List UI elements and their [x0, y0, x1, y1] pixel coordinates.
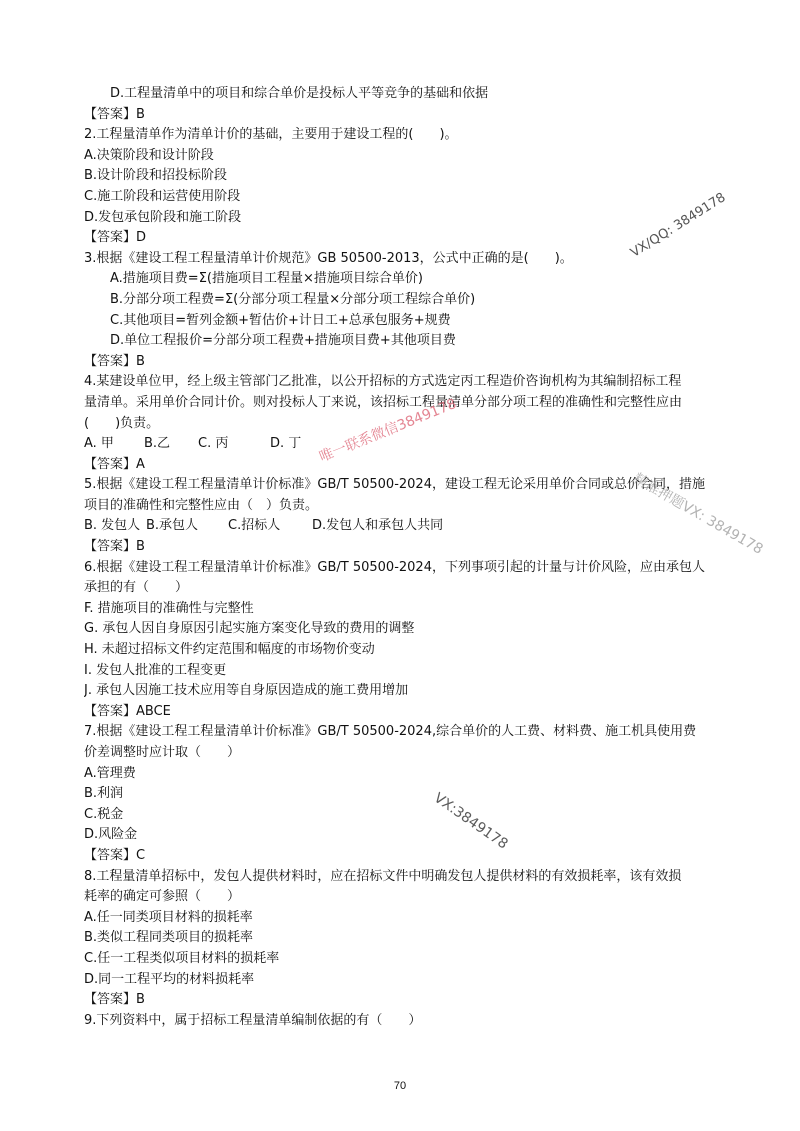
- text-line: 耗率的确定可参照（ ）: [84, 889, 241, 905]
- option-item: C.招标人: [228, 518, 281, 534]
- text-line: 【答案】B: [84, 539, 145, 555]
- text-line: A.任一同类项目材料的损耗率: [84, 909, 253, 925]
- text-line: B.分部分项工程费=Σ(分部分项工程量×分部分项工程综合单价): [110, 291, 476, 307]
- text-line: F. 措施项目的准确性与完整性: [84, 600, 254, 616]
- text-line: D.同一工程平均的材料损耗率: [84, 971, 255, 987]
- text-line: 【答案】B: [84, 106, 145, 122]
- text-line: 【答案】D: [84, 230, 147, 246]
- watermark-2: 唯一联系微信3849178: [317, 395, 459, 466]
- option-row: [84, 434, 744, 455]
- text-line: D.单位工程报价=分部分项工程费+措施项目费+其他项目费: [110, 333, 456, 349]
- option-item: D. 丁: [270, 436, 302, 452]
- option-item: C. 丙: [198, 436, 229, 452]
- text-line: 项目的准确性和完整性应由（ ）负责。: [84, 497, 319, 513]
- text-line: B.类似工程同类项目的损耗率: [84, 930, 254, 946]
- text-line: 量清单。采用单价合同计价。则对投标人丁来说，该招标工程量清单分部分项工程的准确性和完整性应由: [84, 394, 683, 410]
- text-line: 【答案】C: [84, 847, 146, 863]
- watermark-1: VX/QQ: 3849178: [628, 190, 729, 261]
- watermark-4: VX:3849178: [430, 790, 511, 853]
- option-item: D.发包人和承包人共同: [312, 518, 444, 534]
- text-line: C.施工阶段和运营使用阶段: [84, 188, 241, 204]
- option-item: A. 甲: [84, 436, 114, 452]
- text-line: ( )负责。: [84, 415, 160, 431]
- text-line: H. 未超过招标文件约定范围和幅度的市场物价变动: [84, 642, 375, 658]
- text-line: I. 发包人批准的工程变更: [84, 662, 227, 678]
- text-line: 7.根据《建设工程工程量清单计价标准》GB/T 50500-2024,综合单价的人工费、材料费、施工机具使用费: [84, 724, 697, 740]
- text-line: C.任一工程类似项目材料的损耗率: [84, 950, 280, 966]
- option-row: [84, 516, 744, 537]
- text-line: A.决策阶段和设计阶段: [84, 147, 214, 163]
- text-line: 承担的有（ ）: [84, 580, 189, 596]
- text-line: 【答案】B: [84, 353, 145, 369]
- text-line: 8.工程量清单招标中，发包人提供材料时，应在招标文件中明确发包人提供材料的有效损耗率，该有效损: [84, 868, 682, 884]
- option-item: B.乙: [144, 436, 171, 452]
- text-line: 价差调整时应计取（ ）: [84, 745, 241, 760]
- text-line: 2.工程量清单作为清单计价的基础，主要用于建设工程的( )。: [84, 127, 458, 143]
- text-line: C.其他项目=暂列金额+暂估价+计日工+总承包服务+规费: [110, 312, 451, 328]
- text-line: J. 承包人因施工技术应用等自身原因造成的施工费用增加: [84, 683, 409, 699]
- text-line: 【答案】A: [84, 456, 145, 472]
- text-line: 【答案】B: [84, 992, 145, 1008]
- text-line: 5.根据《建设工程工程量清单计价标准》GB/T 50500-2024，建设工程无论采用单价合同或总价合同，措施: [84, 477, 705, 493]
- text-line: 4.某建设单位甲，经上级主管部门乙批准，以公开招标的方式选定丙工程造价咨询机构为其编制招标工程: [84, 374, 682, 390]
- text-line: 9.下列资料中，属于招标工程量清单编制依据的有（ ）: [84, 1012, 422, 1028]
- option-item: B. 发包人: [84, 518, 141, 534]
- text-line: C.税金: [84, 806, 124, 822]
- text-line: D.发包承包阶段和施工阶段: [84, 209, 242, 225]
- option-item: B.承包人: [146, 518, 199, 534]
- text-line: A.措施项目费=Σ(措施项目工程量×措施项目综合单价): [110, 271, 423, 287]
- text-line: D.工程量清单中的项目和综合单价是投标人平等竞争的基础和依据: [110, 86, 489, 101]
- text-line: 【答案】ABCE: [84, 703, 171, 719]
- text-line: G. 承包人因自身原因引起实施方案变化导致的费用的调整: [84, 621, 415, 637]
- text-line: 3.根据《建设工程工程量清单计价规范》GB 50500-2013，公式中正确的是( )。: [84, 250, 573, 266]
- text-line: A.管理费: [84, 765, 136, 781]
- page-number: 70: [393, 1080, 407, 1092]
- text-line: B.利润: [84, 786, 124, 802]
- text-line: 6.根据《建设工程工程量清单计价标准》GB/T 50500-2024，下列事项引起的计量与计价风险，应由承包人: [84, 559, 705, 575]
- text-line: D.风险金: [84, 827, 138, 843]
- text-line: B.设计阶段和招投标阶段: [84, 168, 228, 184]
- watermark-3: 精准押题VX: 3849178: [630, 470, 766, 558]
- document-body: [84, 84, 744, 1031]
